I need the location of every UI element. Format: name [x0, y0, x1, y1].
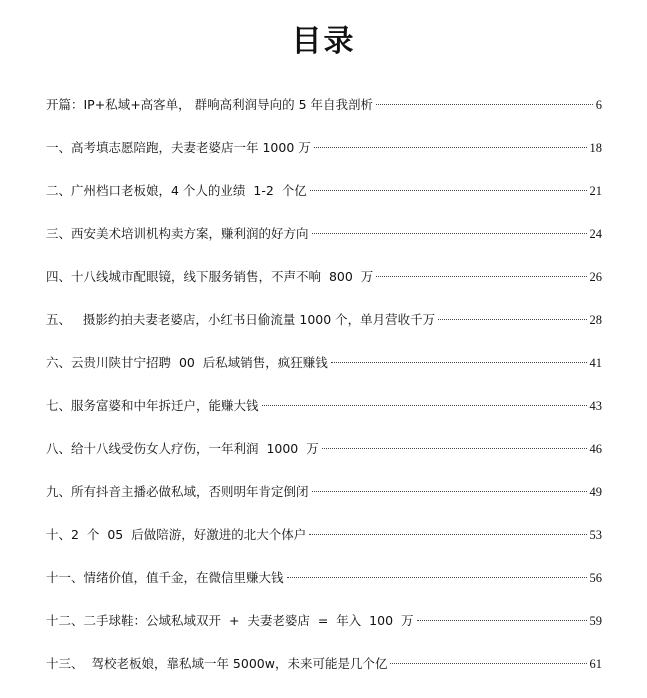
toc-entry[interactable] [46, 96, 602, 139]
toc-entry[interactable] [46, 612, 602, 655]
toc-entry-title: 开篇：IP+私域+高客单， 群响高利润导向的 5 年自我剖析 [46, 97, 374, 112]
toc-entry-title: 八、给十八线受伤女人疗伤，一年利润 1000 万 [46, 441, 319, 456]
toc-page-number: 56 [589, 571, 602, 585]
dot-leader [314, 147, 587, 148]
dot-leader [376, 276, 586, 277]
toc-entry-title: 四、十八线城市配眼镜，线下服务销售，不声不响 800 万 [46, 269, 374, 284]
dot-leader [310, 190, 587, 191]
dot-leader [438, 319, 586, 320]
toc-entry-title: 七、服务富婆和中年拆迁户，能赚大钱 [46, 398, 259, 413]
toc-page-number: 24 [589, 227, 602, 241]
dot-leader [309, 534, 586, 535]
page-title: 目录 [291, 24, 356, 59]
toc-entry-title: 十一、情绪价值，值千金，在微信里赚大钱 [46, 570, 284, 585]
toc-page-number: 21 [589, 184, 602, 198]
dot-leader [287, 577, 587, 578]
toc-entry[interactable] [46, 225, 602, 268]
dot-leader [376, 104, 593, 105]
toc-entry[interactable] [46, 139, 602, 182]
toc-page-number: 61 [589, 657, 602, 671]
toc-entry-title: 二、广州档口老板娘，4 个人的业绩 1-2 个亿 [46, 183, 307, 198]
toc-entry[interactable] [46, 268, 602, 311]
toc-page-number: 18 [589, 141, 602, 155]
toc-entry[interactable] [46, 311, 602, 354]
toc-entry[interactable] [46, 526, 602, 569]
dot-leader [322, 448, 587, 449]
toc-entry-title: 十二、二手球鞋：公域私域双开 + 夫妻老婆店 = 年入 100 万 [46, 613, 414, 628]
toc-page-number: 41 [589, 356, 602, 370]
toc-entry[interactable] [46, 354, 602, 397]
dot-leader [417, 620, 587, 621]
toc-page-number: 28 [589, 313, 602, 327]
dot-leader [262, 405, 587, 406]
toc-entry[interactable] [46, 655, 602, 698]
toc-entry[interactable] [46, 483, 602, 526]
toc-page-number: 43 [589, 399, 602, 413]
dot-leader [312, 491, 587, 492]
toc-entry-title: 一、高考填志愿陪跑，夫妻老婆店一年 1000 万 [46, 140, 311, 155]
toc-entry-title: 五、 摄影约拍夫妻老婆店，小红书日偷流量 1000 个，单月营收千万 [46, 312, 436, 327]
toc-page-number: 53 [589, 528, 602, 542]
toc-page-number: 6 [595, 98, 602, 112]
toc-entry[interactable] [46, 182, 602, 225]
toc-entry[interactable] [46, 569, 602, 612]
toc-entry[interactable] [46, 440, 602, 483]
toc-page-number: 59 [589, 614, 602, 628]
toc-entry-title: 九、所有抖音主播必做私域，否则明年肯定倒闭 [46, 484, 309, 499]
dot-leader [312, 233, 587, 234]
dot-leader [331, 362, 587, 363]
table-of-contents [46, 96, 602, 698]
toc-entry-title: 十三、 驾校老板娘，靠私域一年 5000w，未来可能是几个亿 [46, 656, 388, 671]
toc-entry[interactable] [46, 397, 602, 440]
toc-page-number: 46 [589, 442, 602, 456]
toc-entry-title: 六、云贵川陕甘宁招聘 00 后私域销售，疯狂赚钱 [46, 355, 328, 370]
toc-entry-title: 十、2 个 05 后做陪游，好激进的北大个体户 [46, 527, 307, 542]
toc-page-number: 26 [589, 270, 602, 284]
toc-page-number: 49 [589, 485, 602, 499]
toc-entry-title: 三、西安美术培训机构卖方案，赚利润的好方向 [46, 226, 309, 241]
